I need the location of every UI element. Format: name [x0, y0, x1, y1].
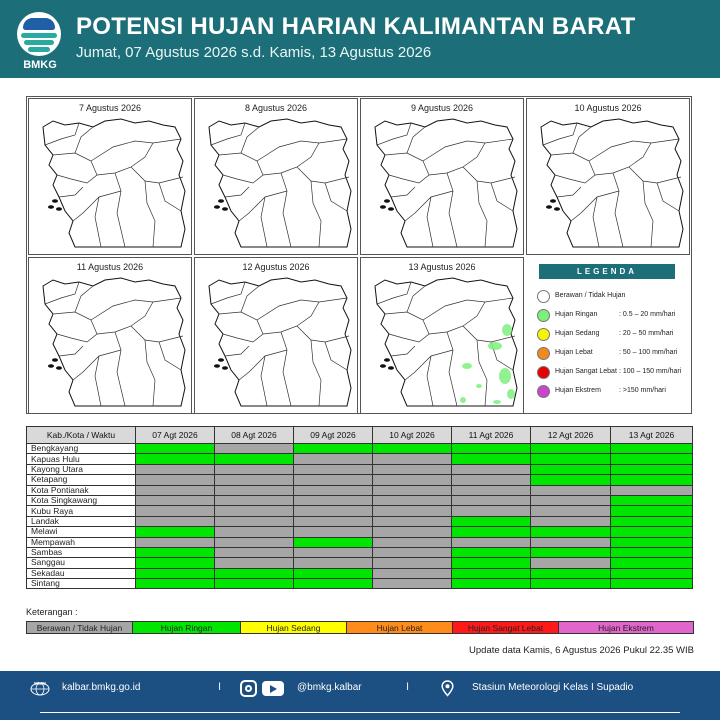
forecast-cell	[215, 579, 294, 589]
region-name: Ketapang	[27, 475, 136, 485]
map-date-label: 10 Agustus 2026	[574, 103, 642, 113]
island	[56, 366, 62, 370]
forecast-cell	[531, 454, 611, 464]
forecast-cell	[294, 464, 373, 474]
table-row	[27, 579, 693, 589]
forecast-cell	[215, 558, 294, 568]
island	[388, 207, 394, 211]
map-date-label: 12 Agustus 2026	[242, 262, 310, 272]
forecast-cell	[531, 568, 611, 578]
forecast-cell	[294, 579, 373, 589]
region-name: Landak	[27, 516, 136, 526]
www-icon-text: www	[34, 681, 46, 687]
bmkg-logo-emblem	[17, 12, 61, 56]
region-name: Sambas	[27, 547, 136, 557]
light-rain-area	[460, 397, 466, 403]
forecast-cell	[611, 568, 693, 578]
forecast-cell	[611, 558, 693, 568]
forecast-cell	[531, 464, 611, 474]
key-item: Hujan Lebat	[347, 622, 453, 633]
forecast-cell	[531, 547, 611, 557]
forecast-cell	[611, 516, 693, 526]
table-header-date: 08 Agt 2026	[215, 427, 294, 444]
bottom-strip	[40, 712, 680, 720]
light-rain-area	[493, 400, 501, 404]
key-item: Hujan Sangat Lebat	[453, 622, 559, 633]
legend-swatch	[537, 328, 550, 341]
forecast-cell	[452, 558, 531, 568]
legend-swatch	[537, 290, 550, 303]
legend-swatch	[537, 385, 550, 398]
table-row	[27, 506, 693, 516]
rain-forecast-table	[26, 426, 693, 589]
table-row	[27, 547, 693, 557]
forecast-cell	[611, 454, 693, 464]
forecast-cell	[373, 475, 452, 485]
legend-name: Hujan Sangat Lebat	[555, 368, 617, 375]
forecast-cell	[294, 547, 373, 557]
table-row	[27, 558, 693, 568]
table-header-date: 11 Agt 2026	[452, 427, 531, 444]
region-name: Bengkayang	[27, 444, 136, 454]
forecast-cell	[215, 547, 294, 557]
forecast-cell	[531, 444, 611, 454]
header-bar	[0, 0, 720, 78]
table-row	[27, 475, 693, 485]
forecast-cell	[294, 568, 373, 578]
forecast-cell	[452, 485, 531, 495]
maps-section	[26, 96, 692, 414]
forecast-cell	[531, 485, 611, 495]
table-row	[27, 537, 693, 547]
map-panel	[360, 98, 524, 255]
forecast-cell	[531, 579, 611, 589]
forecast-cell	[215, 495, 294, 505]
forecast-cell	[611, 527, 693, 537]
region-name: Sanggau	[27, 558, 136, 568]
forecast-cell	[373, 495, 452, 505]
forecast-cell	[136, 454, 215, 464]
island	[554, 207, 560, 211]
forecast-cell	[373, 454, 452, 464]
legend-item	[537, 290, 687, 304]
forecast-cell	[294, 537, 373, 547]
forecast-cell	[136, 527, 215, 537]
forecast-cell	[531, 506, 611, 516]
forecast-cell	[136, 475, 215, 485]
forecast-cell	[373, 558, 452, 568]
legend-range: : 50 – 100 mm/hari	[619, 349, 678, 356]
legend-name: Hujan Sedang	[555, 330, 600, 337]
keterangan-legend	[26, 621, 694, 634]
map-kalbar	[201, 117, 353, 251]
island	[384, 199, 390, 203]
keterangan-label: Keterangan :	[26, 607, 78, 617]
table-row	[27, 454, 693, 464]
update-timestamp: Update data Kamis, 6 Agustus 2026 Pukul 22.35 WIB	[469, 645, 694, 656]
island	[222, 207, 228, 211]
forecast-cell	[373, 464, 452, 474]
forecast-cell	[452, 547, 531, 557]
legend-item	[537, 385, 687, 399]
forecast-cell	[136, 495, 215, 505]
legend-name: Berawan / Tidak Hujan	[555, 292, 626, 299]
region-name: Kota Pontianak	[27, 485, 136, 495]
legend-name: Hujan Ekstrem	[555, 387, 601, 394]
forecast-cell	[452, 568, 531, 578]
table-header-date: 10 Agt 2026	[373, 427, 452, 444]
legend-range: : 0.5 – 20 mm/hari	[619, 311, 676, 318]
legend-title: LEGENDA	[539, 264, 675, 279]
forecast-cell	[215, 454, 294, 464]
forecast-cell	[136, 537, 215, 547]
map-date-label: 11 Agustus 2026	[76, 262, 144, 272]
forecast-cell	[452, 516, 531, 526]
forecast-cell	[373, 506, 452, 516]
map-panel	[194, 98, 358, 255]
forecast-cell	[373, 485, 452, 495]
map-panel	[28, 98, 192, 255]
table-row	[27, 495, 693, 505]
table-header-row	[27, 427, 693, 444]
table-header-region: Kab./Kota / Waktu	[27, 427, 136, 444]
forecast-cell	[531, 558, 611, 568]
forecast-cell	[294, 444, 373, 454]
forecast-cell	[136, 444, 215, 454]
table-header-date: 13 Agt 2026	[611, 427, 693, 444]
region-name: Mempawah	[27, 537, 136, 547]
light-rain-area	[476, 384, 482, 388]
forecast-cell	[215, 485, 294, 495]
region-name: Kapuas Hulu	[27, 454, 136, 464]
forecast-cell	[531, 495, 611, 505]
map-panel	[526, 98, 690, 255]
table-header-date: 09 Agt 2026	[294, 427, 373, 444]
table-row	[27, 527, 693, 537]
region-name: Sintang	[27, 579, 136, 589]
forecast-cell	[373, 568, 452, 578]
legend-item	[537, 347, 687, 361]
forecast-cell	[136, 547, 215, 557]
forecast-cell	[531, 475, 611, 485]
key-item: Hujan Sedang	[241, 622, 347, 633]
forecast-cell	[611, 475, 693, 485]
forecast-cell	[611, 495, 693, 505]
bmkg-logo	[14, 12, 64, 72]
forecast-cell	[452, 579, 531, 589]
legend-name: Hujan Lebat	[555, 349, 593, 356]
map-kalbar	[35, 276, 187, 410]
map-panel	[28, 257, 192, 414]
forecast-cell	[611, 579, 693, 589]
youtube-icon[interactable]	[262, 681, 284, 696]
key-item: Berawan / Tidak Hujan	[27, 622, 133, 633]
forecast-cell	[215, 537, 294, 547]
forecast-cell	[215, 516, 294, 526]
map-date-label: 8 Agustus 2026	[244, 103, 308, 113]
footer-separator: I	[406, 681, 410, 693]
legend-item	[537, 366, 687, 380]
forecast-cell	[215, 464, 294, 474]
legend-item	[537, 328, 687, 342]
footer-station-name: Stasiun Meteorologi Kelas I Supadio	[472, 682, 634, 693]
map-kalbar	[201, 276, 353, 410]
light-rain-area	[462, 363, 472, 369]
forecast-cell	[452, 464, 531, 474]
map-kalbar	[533, 117, 685, 251]
forecast-cell	[294, 516, 373, 526]
forecast-cell	[452, 454, 531, 464]
map-date-label: 9 Agustus 2026	[410, 103, 474, 113]
region-name: Melawi	[27, 527, 136, 537]
map-panel	[360, 257, 524, 414]
legend-swatch	[537, 366, 550, 379]
island	[52, 358, 58, 362]
island	[56, 207, 62, 211]
map-kalbar	[35, 117, 187, 251]
forecast-cell	[294, 454, 373, 464]
forecast-cell	[452, 475, 531, 485]
forecast-cell	[136, 516, 215, 526]
map-kalbar	[367, 117, 519, 251]
forecast-cell	[136, 579, 215, 589]
legend-swatch	[537, 309, 550, 322]
island	[550, 199, 556, 203]
page-subtitle: Jumat, 07 Agustus 2026 s.d. Kamis, 13 Agustus 2026	[76, 44, 432, 61]
legend-range: : 20 – 50 mm/hari	[619, 330, 674, 337]
forecast-cell	[136, 558, 215, 568]
forecast-cell	[215, 475, 294, 485]
island	[218, 358, 224, 362]
forecast-cell	[215, 444, 294, 454]
forecast-cell	[452, 537, 531, 547]
footer-website-link[interactable]: kalbar.bmkg.go.id	[62, 682, 141, 693]
forecast-cell	[215, 506, 294, 516]
forecast-cell	[136, 464, 215, 474]
forecast-cell	[611, 485, 693, 495]
forecast-cell	[136, 506, 215, 516]
forecast-cell	[452, 444, 531, 454]
region-name: Kayong Utara	[27, 464, 136, 474]
island	[218, 199, 224, 203]
forecast-cell	[531, 537, 611, 547]
map-date-label: 7 Agustus 2026	[78, 103, 142, 113]
forecast-cell	[215, 568, 294, 578]
forecast-cell	[611, 537, 693, 547]
forecast-cell	[531, 516, 611, 526]
table-row	[27, 485, 693, 495]
island	[222, 366, 228, 370]
forecast-cell	[452, 527, 531, 537]
table-row	[27, 568, 693, 578]
region-name: Kota Singkawang	[27, 495, 136, 505]
globe-icon	[30, 680, 50, 696]
table-row	[27, 464, 693, 474]
key-item: Hujan Ekstrem	[559, 622, 693, 633]
map-panel	[194, 257, 358, 414]
footer-separator: I	[218, 681, 222, 693]
location-pin-icon	[441, 680, 454, 697]
forecast-cell	[373, 444, 452, 454]
forecast-cell	[611, 547, 693, 557]
island	[48, 205, 54, 209]
light-rain-area	[488, 342, 502, 350]
island	[380, 205, 386, 209]
region-name: Kubu Raya	[27, 506, 136, 516]
legend-range: : 100 – 150 mm/hari	[619, 368, 682, 375]
map-date-label: 13 Agustus 2026	[408, 262, 476, 272]
table-row	[27, 444, 693, 454]
legend-range: : >150 mm/hari	[619, 387, 666, 394]
forecast-cell	[373, 516, 452, 526]
legend-swatch	[537, 347, 550, 360]
forecast-cell	[611, 444, 693, 454]
table-row	[27, 516, 693, 526]
footer-social-handle[interactable]: @bmkg.kalbar	[297, 682, 362, 693]
island	[384, 358, 390, 362]
forecast-cell	[373, 547, 452, 557]
region-name: Sekadau	[27, 568, 136, 578]
forecast-cell	[294, 485, 373, 495]
forecast-cell	[294, 495, 373, 505]
forecast-cell	[611, 506, 693, 516]
island	[52, 199, 58, 203]
island	[546, 205, 552, 209]
legend	[525, 256, 690, 413]
light-rain-area	[499, 368, 511, 384]
legend-item	[537, 309, 687, 323]
table-header-date: 12 Agt 2026	[531, 427, 611, 444]
map-kalbar	[367, 276, 519, 410]
island	[214, 205, 220, 209]
forecast-cell	[215, 527, 294, 537]
forecast-cell	[294, 558, 373, 568]
key-item: Hujan Ringan	[133, 622, 241, 633]
legend-name: Hujan Ringan	[555, 311, 598, 318]
forecast-cell	[452, 495, 531, 505]
forecast-cell	[136, 485, 215, 495]
island	[214, 364, 220, 368]
light-rain-area	[502, 324, 512, 336]
forecast-cell	[373, 527, 452, 537]
forecast-cell	[531, 527, 611, 537]
forecast-cell	[373, 579, 452, 589]
bmkg-logo-text: BMKG	[23, 59, 57, 71]
island	[388, 366, 394, 370]
instagram-icon[interactable]	[240, 680, 257, 697]
forecast-cell	[136, 568, 215, 578]
forecast-cell	[611, 464, 693, 474]
forecast-cell	[294, 506, 373, 516]
forecast-cell	[452, 506, 531, 516]
table-header-date: 07 Agt 2026	[136, 427, 215, 444]
forecast-cell	[294, 527, 373, 537]
light-rain-area	[507, 389, 515, 399]
forecast-cell	[294, 475, 373, 485]
island	[380, 364, 386, 368]
page-title: POTENSI HUJAN HARIAN KALIMANTAN BARAT	[76, 13, 636, 40]
forecast-cell	[373, 537, 452, 547]
island	[48, 364, 54, 368]
